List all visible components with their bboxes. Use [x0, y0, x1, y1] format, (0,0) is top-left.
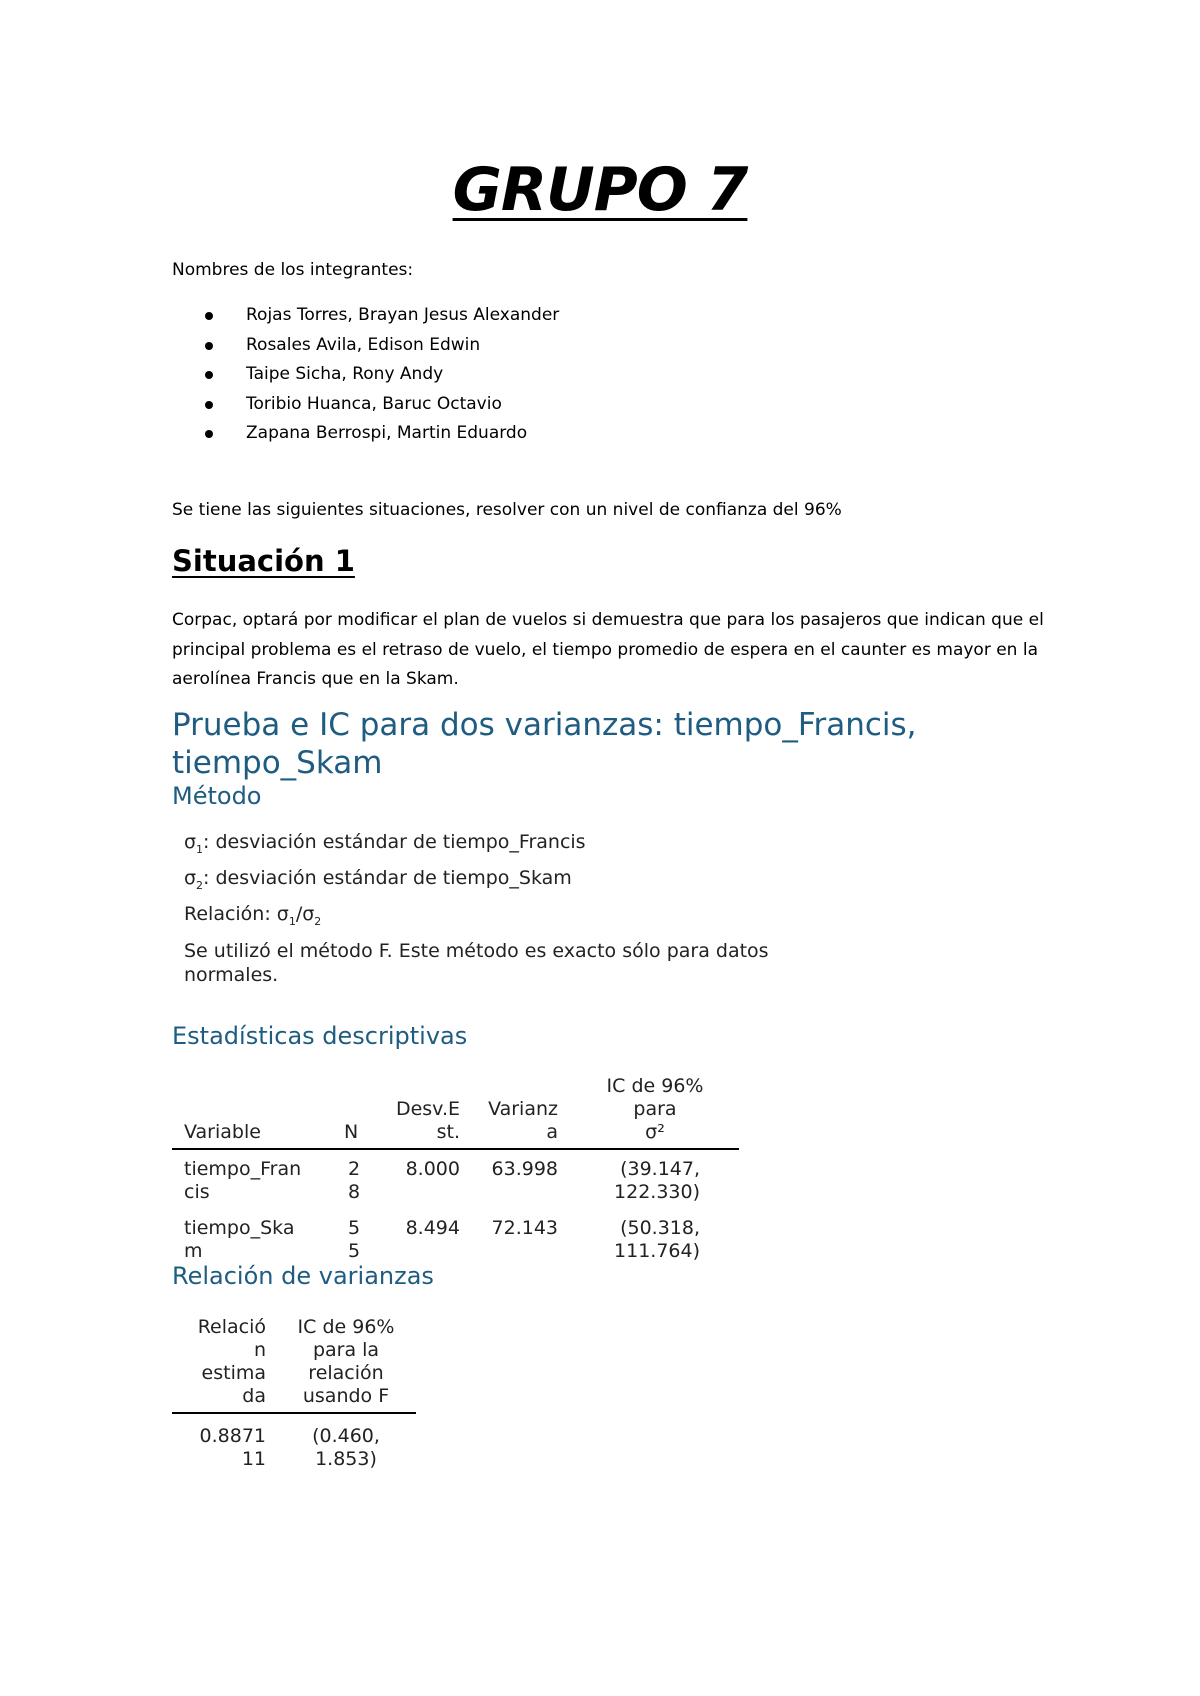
cell-estimated-ratio: 0.8871 11: [199, 1425, 266, 1470]
test-heading: Prueba e IC para dos varianzas: tiempo_Francis, tiempo_Skam: [172, 707, 917, 781]
header-n: N: [344, 1121, 359, 1143]
header-ratio-ci: IC de 96% para la relación usando F: [297, 1316, 395, 1407]
cell-ci: (50.318, 111.764): [614, 1217, 700, 1262]
table-divider: [172, 1412, 416, 1414]
intro-text: Se tiene las siguientes situaciones, resolver con un nivel de confianza del 96%: [172, 500, 842, 520]
bullet-icon: [205, 312, 213, 320]
document-title: GRUPO 7: [452, 155, 748, 225]
method-heading: Método: [172, 782, 262, 810]
members-list: [172, 301, 559, 449]
cell-variance: 72.143: [491, 1217, 558, 1239]
cell-ratio-ci: (0.460, 1.853): [312, 1425, 380, 1470]
relation-definition: Relación: $\sigma_1/\sigma_2$: [184, 903, 322, 928]
header-estimated-ratio: Relació n estima da: [197, 1316, 266, 1407]
cell-ci: (39.147, 122.330): [614, 1158, 700, 1203]
method-note: Se utilizó el método F. Este método es exacto sólo para datos normales.: [184, 940, 769, 986]
members-label: Nombres de los integrantes:: [172, 260, 414, 280]
cell-sd: 8.494: [405, 1217, 460, 1239]
sigma2-definition: $\sigma_2$: desviación estándar de tiempo_Skam: [184, 867, 572, 892]
header-variance: Varianz a: [488, 1098, 558, 1143]
bullet-icon: [205, 401, 213, 409]
table-divider: [172, 1148, 739, 1150]
cell-variable: tiempo_Fran cis: [184, 1158, 302, 1203]
sigma1-definition: $\sigma_1$: desviación estándar de tiempo_Francis: [184, 831, 586, 856]
bullet-icon: [205, 342, 213, 350]
cell-sd: 8.000: [405, 1158, 460, 1180]
list-item: Taipe Sicha, Rony Andy: [172, 360, 559, 390]
descriptive-heading: Estadísticas descriptivas: [172, 1022, 468, 1050]
list-item: Rojas Torres, Brayan Jesus Alexander: [172, 301, 559, 331]
bullet-icon: [205, 430, 213, 438]
header-ci: IC de 96% para σ²: [606, 1075, 704, 1143]
cell-n: 5 5: [348, 1217, 361, 1262]
list-item: Zapana Berrospi, Martin Eduardo: [172, 419, 559, 449]
situation-title: Situación 1: [172, 544, 355, 578]
situation-text: Corpac, optará por modificar el plan de vuelos si demuestra que para los pasajeros que indican que el principal problema es el retraso de vuelo, el tiempo promedio de espera en el caunter es mayor en la aerolínea Francis que en la Skam.: [172, 610, 1044, 689]
list-item: Rosales Avila, Edison Edwin: [172, 331, 559, 361]
bullet-icon: [205, 371, 213, 379]
ratio-heading: Relación de varianzas: [172, 1262, 434, 1290]
header-variable: Variable: [184, 1121, 261, 1143]
list-item: Toribio Huanca, Baruc Octavio: [172, 390, 559, 420]
cell-n: 2 8: [348, 1158, 361, 1203]
header-sd: Desv.E st.: [395, 1098, 460, 1143]
cell-variance: 63.998: [491, 1158, 558, 1180]
cell-variable: tiempo_Ska m: [184, 1217, 295, 1262]
